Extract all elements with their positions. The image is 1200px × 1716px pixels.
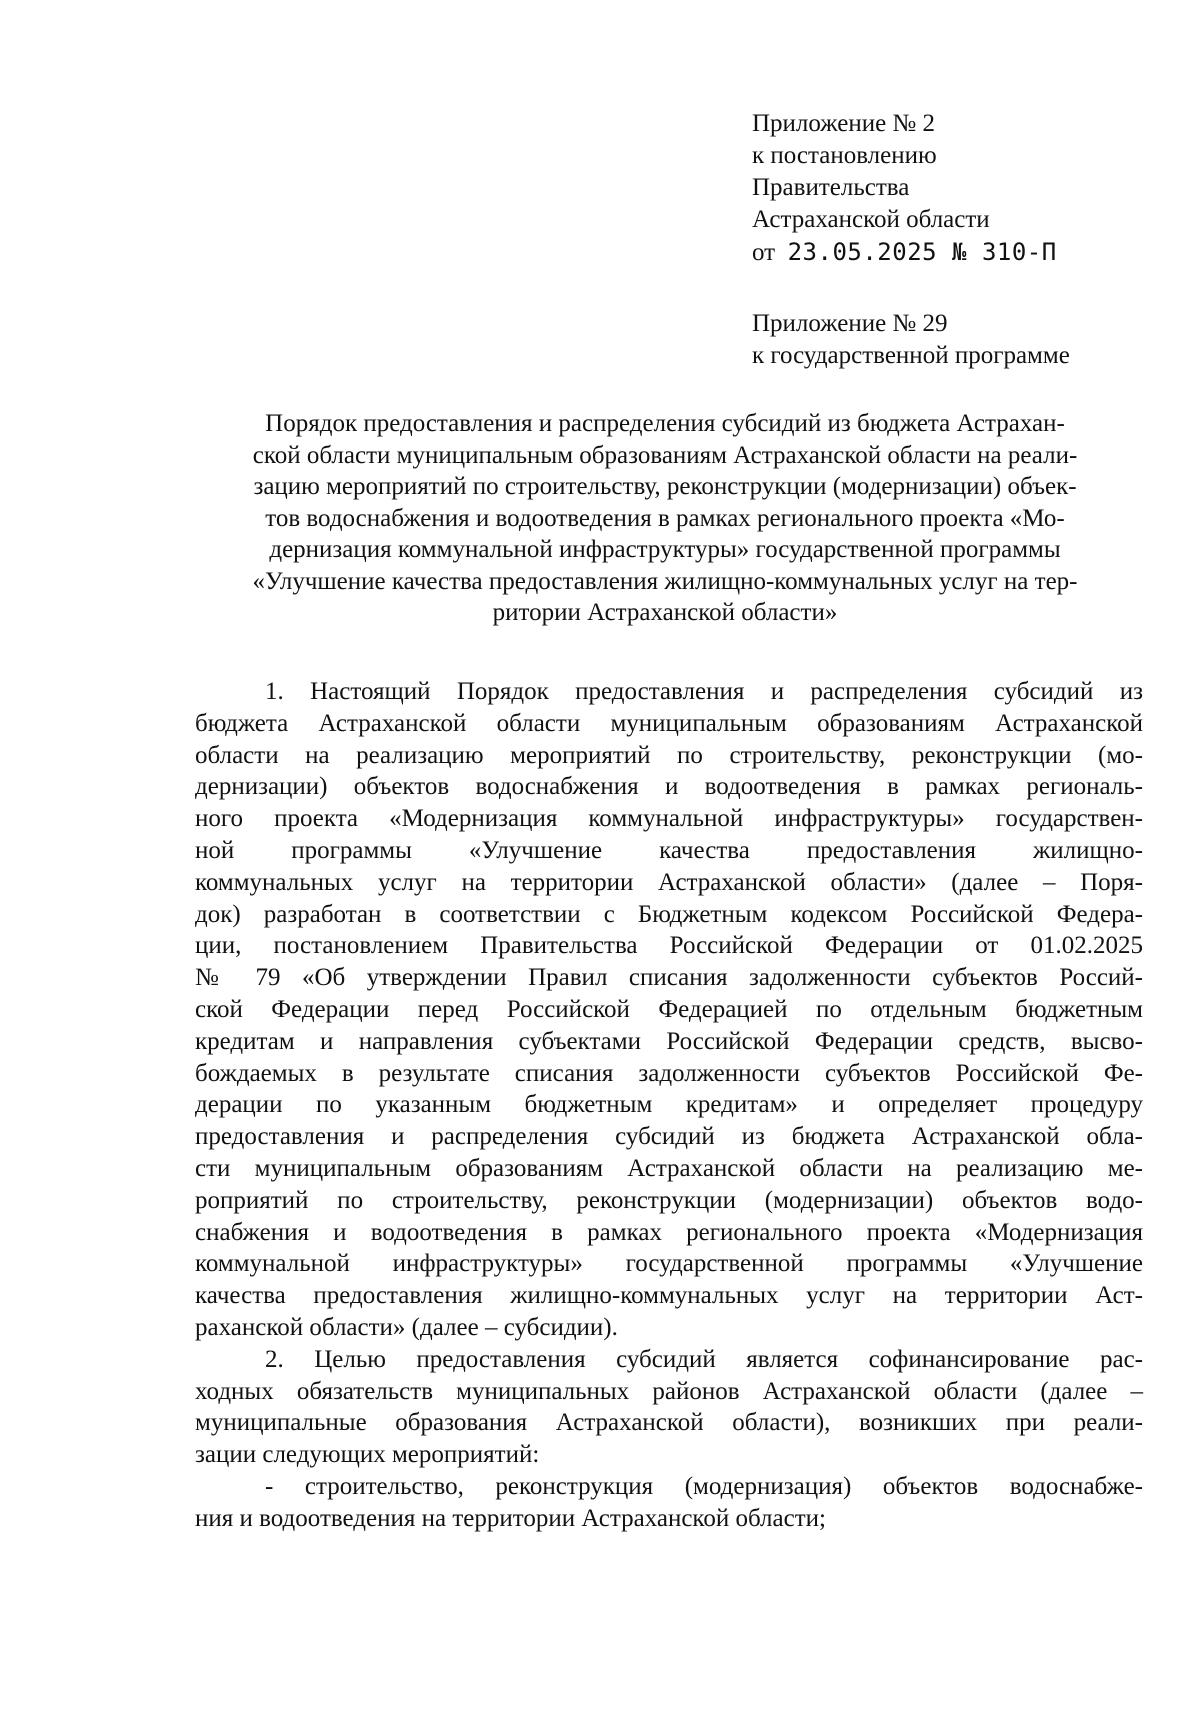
date-number-stamp: 23.05.2025 № 310-П [787,238,1057,266]
date-prefix: от [752,239,776,266]
appendix-region: Астраханской области [752,206,990,233]
title-line: ской области муниципальным образованиям Астраханской области на реали- [252,441,1078,469]
paragraph-3-line: ния и водоотведения на территории Астраханской области; [195,1504,826,1532]
paragraph-2-line: 2. Целью предоставления субсидий является софинансирование рас- [265,1345,1143,1373]
paragraph-1-line: дернизации) объектов водоснабжения и водоотведения в рамках региональ- [195,773,1143,801]
paragraph-1-line: ской Федерации перед Российской Федерацией по отдельным бюджетным [195,995,1143,1023]
paragraph-1-line: № 79 «Об утверждении Правил списания задолженности субъектов Россий- [195,964,1143,992]
paragraph-1-line: области на реализацию мероприятий по строительству, реконструкции (мо- [195,741,1143,769]
title-line: Порядок предоставления и распределения субсидий из бюджета Астрахан- [265,410,1065,437]
paragraph-1-line: раханской области» (далее – субсидии). [195,1313,618,1341]
appendix-number: Приложение № 2 [752,110,936,137]
appendix-29-program: к государственной программе [752,342,1070,369]
paragraph-1-line: коммунальной инфраструктуры» государственной программы «Улучшение [195,1250,1143,1278]
title-line: ритории Астраханской области» [492,599,838,626]
title-line: дернизация коммунальной инфраструктуры» государственной программы [269,536,1061,563]
paragraph-1-line: дерации по указанным бюджетным кредитам» и определяет процедуру [195,1091,1143,1119]
paragraph-1-line: качества предоставления жилищно-коммунальных услуг на территории Аст- [195,1282,1143,1310]
paragraph-1-line: бюджета Астраханской области муниципальным образованиям Астраханской [195,709,1143,737]
paragraph-1-line: предоставления и распределения субсидий из бюджета Астраханской обла- [195,1123,1143,1151]
paragraph-1-line: кредитам и направления субъектами Российской Федерации средств, высво- [195,1027,1143,1055]
paragraph-1-line: док) разработан в соответствии с Бюджетным кодексом Российской Федера- [195,900,1143,928]
paragraph-2-line: ходных обязательств муниципальных районов Астраханской области (далее – [195,1377,1143,1405]
paragraph-1-line: ной программы «Улучшение качества предоставления жилищно- [195,836,1143,864]
document-body [195,676,1143,1535]
appendix-to-resolution: к постановлению [752,142,937,169]
appendix-government: Правительства [752,174,910,201]
appendix-date-line [752,236,1152,269]
title-line: «Улучшение качества предоставления жилищно-коммунальных услуг на тер- [252,567,1078,595]
paragraph-1-line: сти муниципальным образованиям Астраханской области на реализацию ме- [195,1154,1143,1182]
paragraph-2-line: зации следующих мероприятий: [195,1441,540,1469]
paragraph-3-line: - строительство, реконструкция (модернизация) объектов водоснабже- [265,1472,1143,1500]
document-title [190,408,1140,629]
paragraph-1-line: снабжения и водоотведения в рамках регионального проекта «Модернизация [195,1218,1143,1246]
paragraph-1-line: роприятий по строительству, реконструкции (модернизации) объектов водо- [195,1186,1143,1214]
paragraph-2-line: муниципальные образования Астраханской области), возникших при реали- [195,1409,1143,1437]
appendix-header-2 [752,308,1172,372]
paragraph-1-line: коммунальных услуг на территории Астраханской области» (далее – Поря- [195,868,1143,896]
title-line: тов водоснабжения и водоотведения в рамках регионального проекта «Мо- [265,504,1065,532]
title-line: зацию мероприятий по строительству, реконструкции (модернизации) объек- [253,473,1077,500]
paragraph-1-line: бождаемых в результате списания задолженности субъектов Российской Фе- [195,1059,1143,1087]
paragraph-1-line: ного проекта «Модернизация коммунальной инфраструктуры» государствен- [195,805,1143,833]
appendix-29-number: Приложение № 29 [752,310,948,337]
appendix-header [752,108,1152,269]
paragraph-1-line: 1. Настоящий Порядок предоставления и распределения субсидий из [265,678,1143,705]
paragraph-1-line: ции, постановлением Правительства Российской Федерации от 01.02.2025 [195,932,1143,960]
